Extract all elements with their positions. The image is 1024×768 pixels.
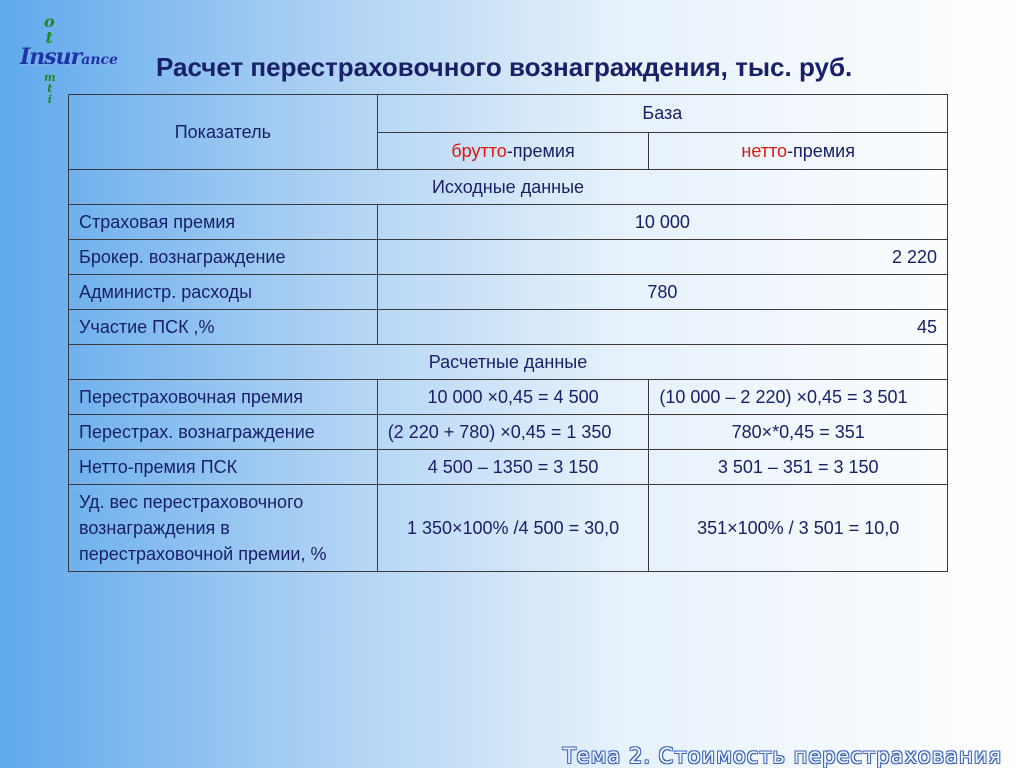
row-label: Перестрах. вознаграждение [69,415,378,450]
calculated-data-row [69,380,948,415]
footer-topic: Тема 2. Стоимость перестрахования [562,744,1002,768]
logo-vertical-letters-top [44,14,55,46]
section-row-calc [69,345,948,380]
header-base: База [377,95,947,133]
net-highlight: нетто [741,140,788,161]
gross-suffix: -премия [506,140,575,161]
logo-letter: t [47,82,53,95]
gross-highlight: брутто [451,140,507,161]
page-title: Расчет перестраховочного вознаграждения, тыс. руб. [156,52,853,82]
row-label: Нетто-премия ПСК [69,450,378,485]
initial-data-row [69,205,948,240]
row-label: Участие ПСК ,% [69,310,378,345]
logo-wordmark [20,44,118,70]
row-value: 780 [377,275,947,310]
calculated-data-row [69,415,948,450]
initial-data-row [69,310,948,345]
net-suffix: -премия [787,140,855,161]
logo-word-main: Insur [20,44,82,70]
net-formula: 351×100% / 3 501 = 10,0 [649,485,948,572]
row-label: Страховая премия [69,205,378,240]
gross-formula: 4 500 – 1350 = 3 150 [377,450,649,485]
header-gross-premium [377,132,649,170]
gross-formula: (2 220 + 780) ×0,45 = 1 350 [377,415,649,450]
logo-letter: t [45,28,54,47]
reinsurance-commission-table [68,94,948,572]
header-net-premium [649,132,948,170]
initial-data-row [69,275,948,310]
logo-word-tail: ance [81,52,118,68]
section-row-initial [69,170,948,205]
header-indicator: Показатель [69,95,378,170]
section-calculated-data: Расчетные данные [69,345,948,380]
section-initial-data: Исходные данные [69,170,948,205]
gross-formula: 1 350×100% /4 500 = 30,0 [377,485,649,572]
row-value: 2 220 [377,240,947,275]
logo-letter: m [44,71,56,84]
net-formula: (10 000 – 2 220) ×0,45 = 3 501 [649,380,948,415]
header-row [69,95,948,133]
logo-letter: i [47,93,52,106]
row-value: 45 [377,310,947,345]
row-value: 10 000 [377,205,947,240]
calculated-data-row [69,450,948,485]
logo-vertical-letters-bottom [44,72,56,105]
row-label: Администр. расходы [69,275,378,310]
initial-data-row [69,240,948,275]
row-label: Брокер. вознаграждение [69,240,378,275]
insurance-logo [18,14,148,106]
row-label: Уд. вес перестраховочного вознаграждения в перестраховочной премии, % [69,485,378,572]
net-formula: 780×*0,45 = 351 [649,415,948,450]
row-label: Перестраховочная премия [69,380,378,415]
logo-letter: o [44,12,55,31]
gross-formula: 10 000 ×0,45 = 4 500 [377,380,649,415]
net-formula: 3 501 – 351 = 3 150 [649,450,948,485]
calculated-data-row [69,485,948,572]
